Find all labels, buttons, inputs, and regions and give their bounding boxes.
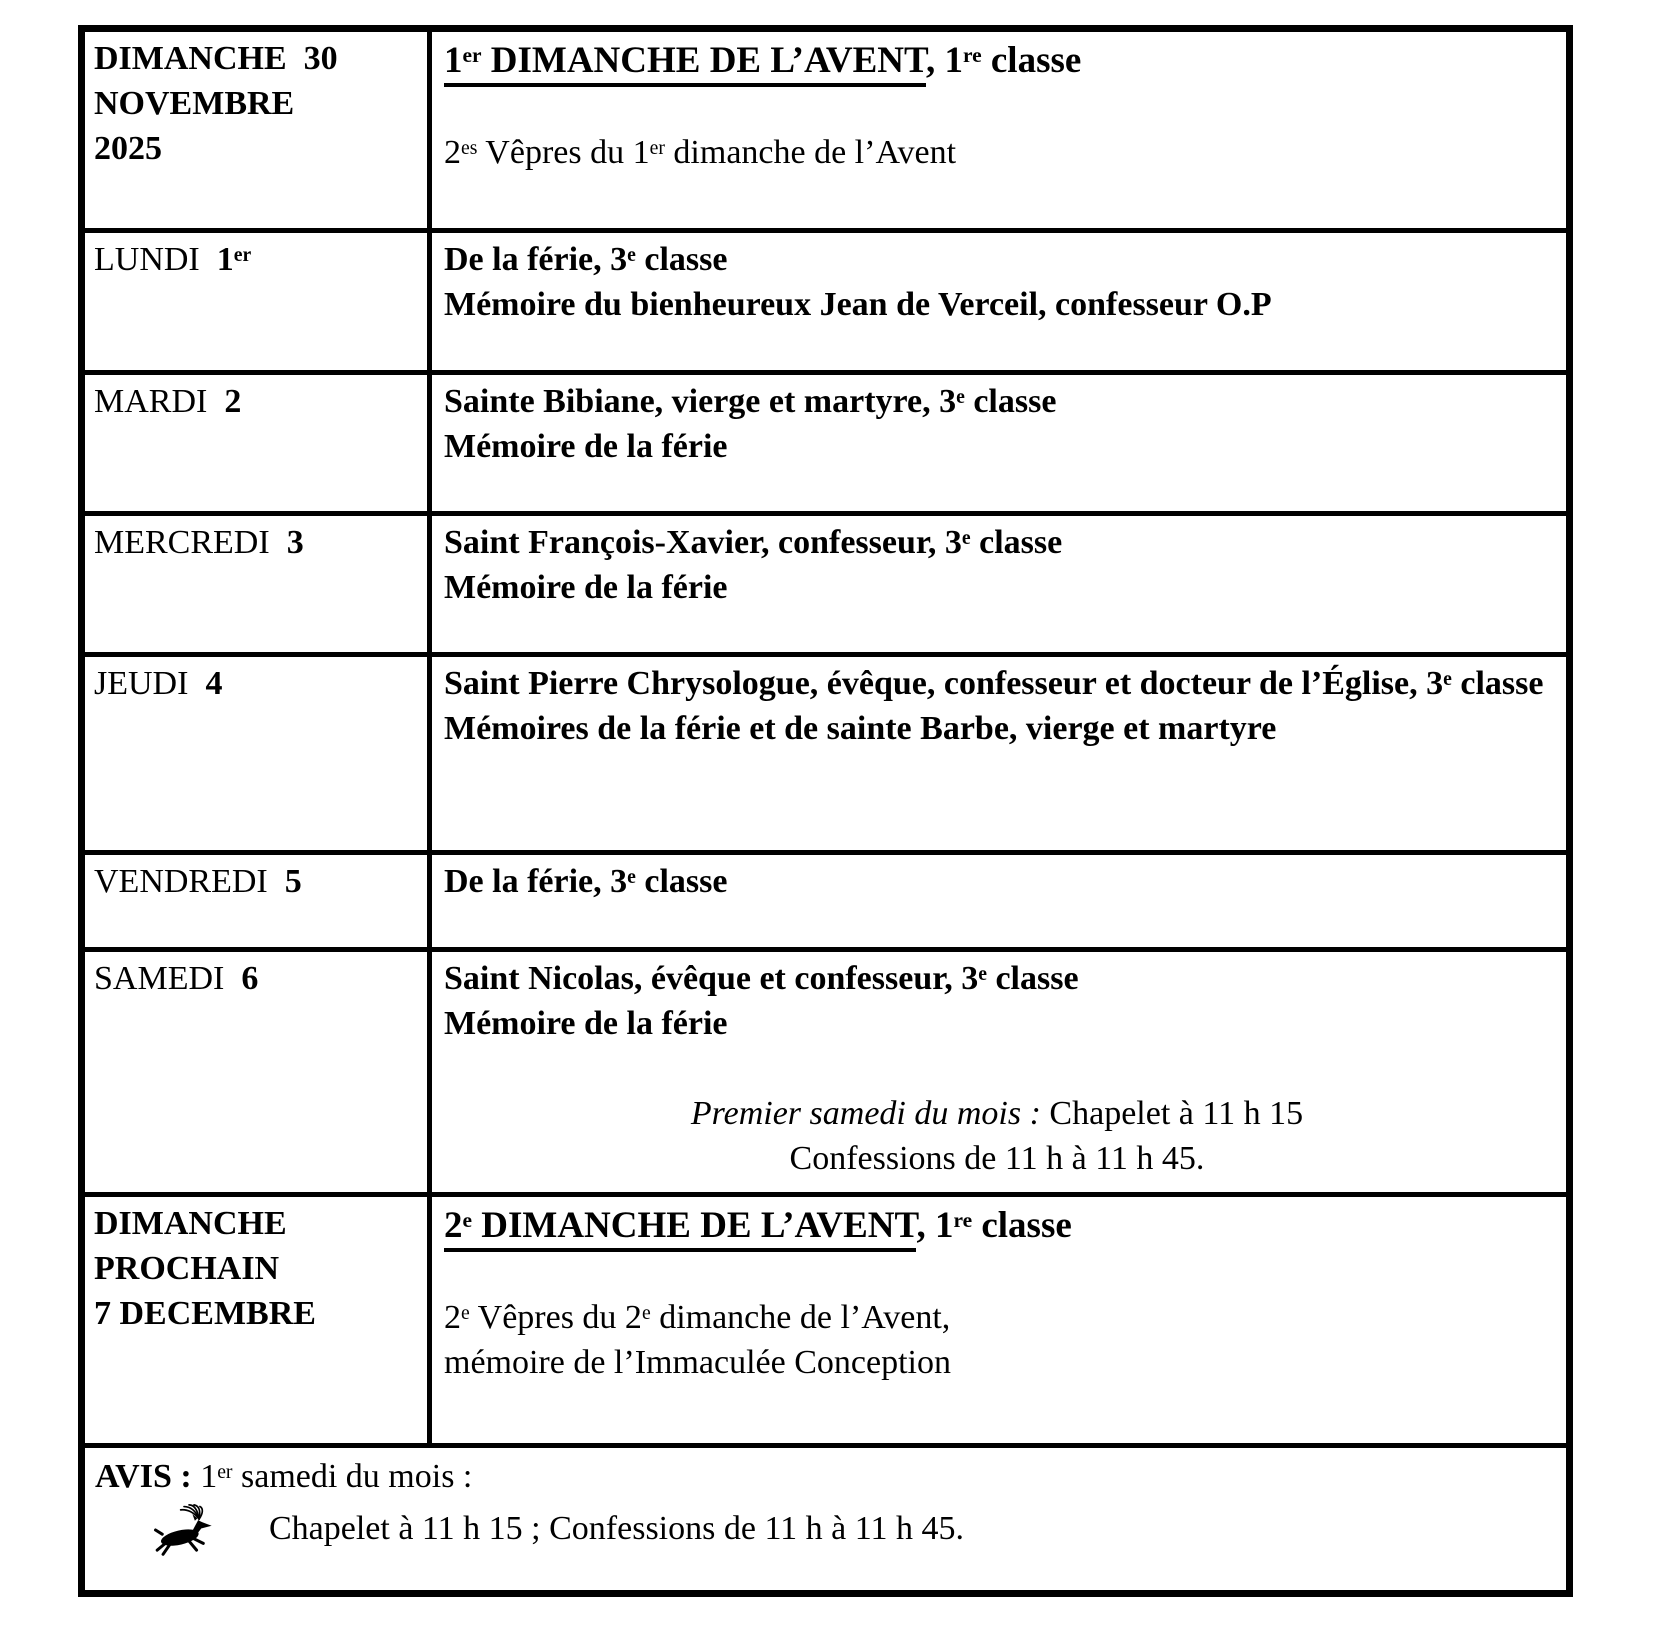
text-line <box>444 1092 1550 1137</box>
text-line <box>444 521 1550 566</box>
text-line <box>444 860 1550 905</box>
text-line <box>444 662 1550 707</box>
text-run: 1 <box>444 40 463 81</box>
text-run: 2 <box>444 1298 461 1336</box>
text-run: 2 <box>224 383 242 420</box>
text-run: classe <box>964 383 1057 420</box>
text-run: mémoire de l’Immaculée Conception <box>444 1343 951 1381</box>
text-line <box>444 707 1550 752</box>
text-run: , 1 <box>925 40 963 81</box>
text-line <box>444 1296 1550 1341</box>
text-run: Confessions de 11 h à 11 h 45. <box>789 1139 1205 1177</box>
text-line <box>444 1137 1550 1182</box>
row-mardi-2 <box>85 370 1566 511</box>
text-run: Mémoire du bienheureux Jean de Verceil, confesseur O.P <box>444 285 1272 323</box>
avis-detail-row <box>95 1504 1550 1556</box>
text-run: e <box>462 1208 473 1233</box>
text-run: Mémoire de la férie <box>444 427 728 465</box>
text-run: er <box>233 244 252 267</box>
text-run: NOVEMBRE <box>94 84 295 122</box>
text-line <box>444 566 1550 611</box>
text-run: 2 <box>444 133 461 171</box>
text-run: JEUDI <box>94 665 206 702</box>
text-run: 5 <box>284 863 302 900</box>
text-line <box>94 860 421 905</box>
text-run: classe <box>986 960 1079 997</box>
text-run: DIMANCHE <box>94 1205 287 1242</box>
text-run: Premier samedi du mois : <box>690 1094 1041 1132</box>
text-run: dimanche de l’Avent, <box>650 1298 951 1336</box>
day-cell <box>85 1197 432 1443</box>
text-run: DIMANCHE DE L’AVENT <box>481 40 926 81</box>
text-run: dimanche de l’Avent <box>664 133 957 171</box>
text-run: Vêpres du 2 <box>469 1298 642 1336</box>
row-dimanche-30-novembre-2025 <box>85 32 1566 228</box>
text-run: DIMANCHE DE L’AVENT <box>472 1205 917 1246</box>
text-run: Sainte Bibiane, vierge et martyre, 3 <box>444 383 957 420</box>
text-run: e <box>978 963 987 986</box>
feast-cell <box>432 952 1566 1192</box>
text-line <box>444 283 1550 328</box>
text-run: e <box>627 244 636 267</box>
text-run: Saint François-Xavier, confesseur, 3 <box>444 524 962 561</box>
day-cell <box>85 375 432 511</box>
feast-cell <box>432 855 1566 947</box>
text-run: 1 <box>200 1458 218 1495</box>
text-run: VENDREDI <box>94 863 285 900</box>
text-line <box>444 1047 1550 1092</box>
avis-detail-text <box>269 1507 964 1552</box>
text-run: 2025 <box>94 129 162 167</box>
text-run: DIMANCHE 30 <box>94 40 338 77</box>
text-run: classe <box>635 241 728 278</box>
row-vendredi-5 <box>85 850 1566 947</box>
text-run: MERCREDI <box>94 524 287 561</box>
text-run: Mémoires de la férie et de sainte Barbe, vierge et martyre <box>444 709 1277 747</box>
underlined-run <box>444 40 926 87</box>
text-run: 6 <box>241 960 259 997</box>
text-run: e <box>961 527 971 550</box>
text-run: classe <box>981 40 1082 81</box>
row-samedi-6 <box>85 947 1566 1192</box>
day-cell <box>85 32 432 228</box>
text-run: , 1 <box>916 1205 954 1246</box>
text-line <box>94 380 421 425</box>
text-run: 2 <box>444 1205 463 1246</box>
text-run: AVIS : <box>95 1458 201 1495</box>
text-run: LUNDI <box>94 241 217 278</box>
feast-heading-line <box>444 1202 1550 1251</box>
feast-cell <box>432 32 1566 228</box>
text-run: classe <box>635 863 728 900</box>
text-line <box>95 1455 1550 1500</box>
text-line <box>444 380 1550 425</box>
text-line <box>269 1507 964 1552</box>
text-line <box>94 521 421 566</box>
row-mercredi-3 <box>85 511 1566 652</box>
feast-cell <box>432 1197 1566 1443</box>
day-cell <box>85 657 432 850</box>
day-cell <box>85 516 432 652</box>
text-line <box>94 37 421 82</box>
text-run: e <box>641 1301 651 1324</box>
day-cell <box>85 233 432 370</box>
text-run: er <box>462 43 482 68</box>
text-run: De la férie, 3 <box>444 863 628 900</box>
text-run: e <box>956 386 965 409</box>
row-lundi-1 <box>85 228 1566 370</box>
text-run: Mémoire de la férie <box>444 1004 728 1042</box>
text-run: Vêpres du 1 <box>477 133 650 171</box>
text-line <box>444 131 1550 176</box>
text-run: De la férie, 3 <box>444 241 628 278</box>
row-dimanche-prochain-7-decembre <box>85 1192 1566 1443</box>
text-run: 4 <box>205 665 223 702</box>
text-line <box>444 425 1550 470</box>
row-jeudi-4 <box>85 652 1566 850</box>
text-line <box>94 1247 421 1292</box>
underlined-run <box>444 1205 916 1252</box>
text-run: re <box>953 1208 973 1233</box>
text-run: Saint Nicolas, évêque et confesseur, 3 <box>444 960 979 997</box>
feast-heading-line <box>444 37 1550 86</box>
text-run: re <box>962 43 982 68</box>
feast-cell <box>432 375 1566 511</box>
text-line <box>94 1292 421 1337</box>
feast-cell <box>432 516 1566 652</box>
text-run: MARDI <box>94 383 225 420</box>
text-run: samedi du mois : <box>232 1458 473 1495</box>
day-cell <box>85 855 432 947</box>
text-run: PROCHAIN <box>94 1249 280 1287</box>
text-run: 1 <box>216 241 234 278</box>
text-line <box>94 127 421 172</box>
text-line <box>444 1002 1550 1047</box>
text-line <box>444 957 1550 1002</box>
text-run: er <box>649 136 665 159</box>
text-line <box>94 82 421 127</box>
text-line <box>444 1341 1550 1386</box>
text-run: classe <box>1451 665 1544 702</box>
text-run: 3 <box>286 524 304 561</box>
text-line <box>444 86 1550 131</box>
text-line <box>94 238 421 283</box>
text-line <box>94 1202 421 1247</box>
text-run: e <box>1443 668 1452 691</box>
text-run: SAMEDI <box>94 960 242 997</box>
text-run: Mémoire de la férie <box>444 568 728 606</box>
text-run: Chapelet à 11 h 15 ; Confessions de 11 h à 11 h 45. <box>269 1510 965 1548</box>
text-run: e <box>627 866 636 889</box>
avis-cell <box>85 1448 1566 1590</box>
feast-cell <box>432 657 1566 850</box>
text-run: Chapelet à 11 h 15 <box>1040 1094 1304 1132</box>
text-run: classe <box>970 524 1063 561</box>
text-run: 7 DECEMBRE <box>94 1294 316 1332</box>
text-run: Saint Pierre Chrysologue, évêque, confesseur et docteur de l’Église, 3 <box>444 665 1444 702</box>
row-avis <box>85 1443 1566 1590</box>
text-run: es <box>461 136 478 159</box>
text-run: er <box>217 1461 233 1484</box>
day-cell <box>85 952 432 1192</box>
feast-cell <box>432 233 1566 370</box>
leaping-deer-icon <box>153 1504 215 1556</box>
text-line <box>94 662 421 707</box>
text-line <box>444 238 1550 283</box>
text-line <box>444 1251 1550 1296</box>
liturgical-calendar-table <box>78 25 1573 1597</box>
text-line <box>94 957 421 1002</box>
text-run: e <box>461 1301 470 1324</box>
text-run: classe <box>972 1205 1072 1246</box>
